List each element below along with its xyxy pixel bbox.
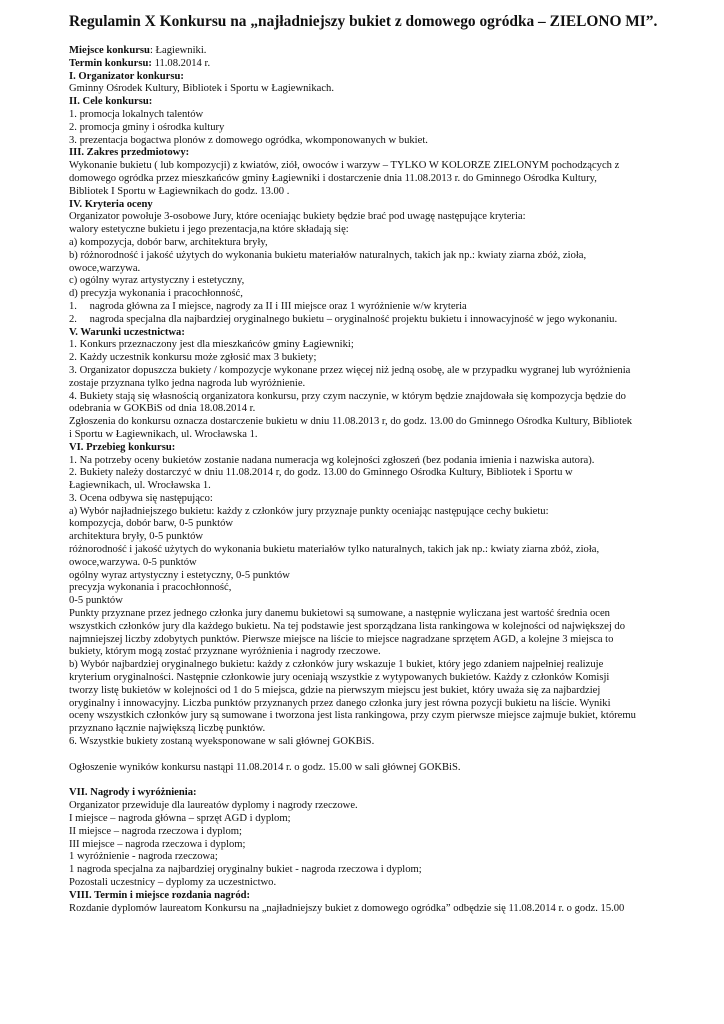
list-item: 1. Konkurs przeznaczony jest dla mieszkańców gminy Łagiewniki;: [69, 339, 354, 351]
document-body: [69, 45, 717, 915]
list-item: I miejsce – nagroda główna – sprzęt AGD i dyplom;: [69, 813, 291, 825]
item-number: 2.: [69, 313, 77, 325]
list-item: 1 nagroda specjalna za najbardziej oryginalny bukiet - nagroda rzeczowa i dyplom;: [69, 864, 422, 876]
paragraph-line: i Sportu w Łagiewnikach, ul. Wrocławska 1.: [69, 428, 258, 440]
list-item: 1. promocja lokalnych talentów: [69, 108, 204, 120]
paragraph-line: a) Wybór najładniejszego bukietu: każdy z członków jury przyznaje punkty oceniając następujące cechy bukietu:: [69, 505, 549, 517]
paragraph-line: Punkty przyznane przez jednego członka jury danemu bukietowi są sumowane, a następnie wyliczana jest wartość średnia ocen: [69, 608, 610, 620]
place-line: [69, 45, 717, 58]
paragraph-line: domowego ogródka przez mieszkańców gminy Łagiewniki i dostarczenie dnia 11.08.2013 r. do Gminnego Ośrodka Kultury,: [69, 172, 597, 184]
paragraph-line: 1. Na potrzeby oceny bukietów zostanie nadana numeracja wg kolejności zgłoszeń (bez podania imienia i nazwiska autora).: [69, 454, 595, 466]
section-heading-ceremony: VIII. Termin i miejsce rozdania nagród:: [69, 889, 251, 901]
item-text: nagroda specjalna dla najbardziej oryginalnego bukietu – oryginalność projektu bukietu i innowacyjność w jego wykonaniu.: [87, 313, 618, 325]
paragraph-line: oryginalny i innowacyjny. Liczba punktów przyznanych przez danego członka jury jest równa pozycji bukietu na liście. Wyniki: [69, 697, 611, 709]
paragraph-line: wszystkich członków jury dla każdego bukietu. Na tej podstawie jest sporządzana lista rankingowa w kolejności od największej do: [69, 620, 626, 632]
paragraph-line: przyznano łącznie największą liczbę punktów.: [69, 723, 266, 735]
paragraph-line: owoce,warzywa. 0-5 punktów: [69, 556, 197, 568]
paragraph-line: bukiety, którym mogą zostać przyznane wyróżnienia i nagrody rzeczowe.: [69, 646, 381, 658]
paragraph-line: Organizator przewiduje dla laureatów dyplomy i nagrody rzeczowe.: [69, 800, 358, 812]
date-label: Termin konkursu:: [69, 57, 152, 69]
paragraph-line: precyzja wykonania i pracochłonność,: [69, 582, 232, 594]
place-value: : Łagiewniki.: [149, 45, 207, 56]
list-item: c) ogólny wyraz artystyczny i estetyczny,: [69, 275, 245, 287]
paragraph-line: Wykonanie bukietu ( lub kompozycji) z kwiatów, ziół, owoców i warzyw – TYLKO W KOLORZE ZIELONYM pochodzących z: [69, 160, 620, 172]
paragraph-line: Organizator powołuje 3-osobowe Jury, które oceniając bukiety będzie brać pod uwagę następujące kryteria:: [69, 211, 526, 223]
item-text: nagroda główna za I miejsce, nagrody za II i III miejsce oraz 1 wyróżnienie w/w kryteria: [87, 300, 467, 312]
paragraph-line: kryterium oryginalności. Następnie członkowie jury oceniają wszystkie z wytypowanych bukietów. Każdy z członków Komisji: [69, 672, 610, 684]
paragraph-line: 0-5 punktów: [69, 595, 123, 607]
list-item: 3. Organizator dopuszcza bukiety / kompozycje wykonane przez więcej niż jedną osobę, ale w przypadku wygranej lub wyróżnienia: [69, 364, 631, 376]
section-heading-awards: VII. Nagrody i wyróżnienia:: [69, 787, 197, 799]
section-heading-scope: III. Zakres przedmiotowy:: [69, 147, 190, 159]
paragraph-line: Zgłoszenia do konkursu oznacza dostarczenie bukietu w dniu 11.08.2013 r, do godz. 13.00 do Gminnego Ośrodka Kultury, Bibliotek: [69, 416, 633, 428]
paragraph-line: ogólny wyraz artystyczny i estetyczny, 0-5 punktów: [69, 569, 290, 581]
blank-line: [69, 749, 717, 762]
paragraph-line: tworzy listę bukietów w kolejności od 1 do 5 miejsca, gdzie na pierwszym miejscu jest bukiet, który uważa się za najbardziej: [69, 684, 601, 696]
list-item: III miejsce – nagroda rzeczowa i dyplom;: [69, 838, 246, 850]
section-heading-procedure: VI. Przebieg konkursu:: [69, 441, 176, 453]
paragraph-line: walory estetyczne bukietu i jego prezentacja,na które składają się:: [69, 224, 349, 236]
paragraph-line: Rozdanie dyplomów laureatom Konkursu na „najładniejszy bukiet z domowego ogródka” odbędzie się 11.08.2014 r. o godz. 15.00: [69, 902, 625, 914]
paragraph-line: 6. Wszystkie bukiety zostaną wyeksponowane w sali głównej GOKBiS.: [69, 736, 375, 748]
paragraph-line: Bibliotek I Sportu w Łagiewnikach do godz. 13.00 .: [69, 185, 290, 197]
item-number: 1.: [69, 300, 77, 312]
section-heading-organizer: I. Organizator konkursu:: [69, 70, 184, 82]
section-heading-goals: II. Cele konkursu:: [69, 96, 153, 108]
paragraph-line: architektura bryły, 0-5 punktów: [69, 531, 204, 543]
paragraph-line: 2. Bukiety należy dostarczyć w dniu 11.08.2014 r, do godz. 13.00 do Gminnego Ośrodka Kultury, Bibliotek i Sportu w: [69, 467, 573, 479]
date-value: 11.08.2014 r.: [151, 57, 211, 69]
paragraph-line: Gminny Ośrodek Kultury, Bibliotek i Sportu w Łagiewnikach.: [69, 83, 335, 95]
paragraph-line: oceny wszystkich członków jury są sumowane i tworzona jest lista rankingowa, przy czym pierwsze miejsce zajmuje bukiet, któremu: [69, 710, 636, 722]
date-line: [69, 58, 717, 71]
place-label: Miejsce konkursu: [69, 45, 150, 56]
paragraph-line: Łagiewnikach, ul. Wrocławska 1.: [69, 480, 211, 492]
paragraph-line: różnorodność i jakość użytych do wykonania bukietu materiałów tylko naturalnych, takich jak np.: kwiaty ziarna zbóż, zioła,: [69, 544, 600, 556]
list-item: Pozostali uczestnicy – dyplomy za uczestnictwo.: [69, 877, 277, 888]
list-item: II miejsce – nagroda rzeczowa i dyplom;: [69, 825, 242, 837]
list-item: owoce,warzywa.: [69, 262, 141, 274]
numbered-item: [69, 301, 717, 314]
list-item: b) różnorodność i jakość użytych do wykonania bukietu materiałów naturalnych, takich jak np.: kwiaty ziarna zbóż, zioła,: [69, 249, 587, 261]
paragraph-line: najmniejszej liczby zdobytych punktów. Pierwsze miejsce na liście to miejsce nagradzane sprzętem AGD, a kolejne 3 miejsca to: [69, 633, 614, 645]
list-item: 3. prezentacja bogactwa plonów z domowego ogródka, wkomponowanych w bukiet.: [69, 134, 428, 146]
list-item: a) kompozycja, dobór barw, architektura bryły,: [69, 236, 268, 248]
list-item: 2. Każdy uczestnik konkursu może zgłosić max 3 bukiety;: [69, 352, 317, 364]
section-heading-criteria: IV. Kryteria oceny: [69, 198, 153, 210]
list-item: 1 wyróżnienie - nagroda rzeczowa;: [69, 851, 218, 863]
document-title: Regulamin X Konkursu na „najładniejszy bukiet z domowego ogródka – ZIELONO MI”.: [69, 13, 658, 30]
section-heading-conditions: V. Warunki uczestnictwa:: [69, 326, 185, 338]
list-item: 4. Bukiety stają się własnością organizatora konkursu, przy czym naczynie, w którym będzie znajdowała się kompozycja będzie do: [69, 390, 626, 402]
list-item: odebrania w GOKBiS od dnia 18.08.2014 r.: [69, 403, 256, 415]
paragraph-line: b) Wybór najbardziej oryginalnego bukietu: każdy z członków jury wskazuje 1 bukiet, który jego zdaniem najpełniej realizuje: [69, 659, 604, 671]
results-announcement: Ogłoszenie wyników konkursu nastąpi 11.08.2014 r. o godz. 15.00 w sali głównej GOKBiS.: [69, 761, 461, 773]
paragraph-line: 3. Ocena odbywa się następująco:: [69, 492, 213, 504]
numbered-item: [69, 314, 717, 327]
paragraph-line: kompozycja, dobór barw, 0-5 punktów: [69, 518, 234, 530]
list-item: zostaje przyznana tylko jedna nagroda lub wyróżnienie.: [69, 377, 306, 389]
blank-line: [69, 774, 717, 787]
list-item: 2. promocja gminy i ośrodka kultury: [69, 121, 225, 133]
list-item: d) precyzja wykonania i pracochłonność,: [69, 288, 243, 300]
